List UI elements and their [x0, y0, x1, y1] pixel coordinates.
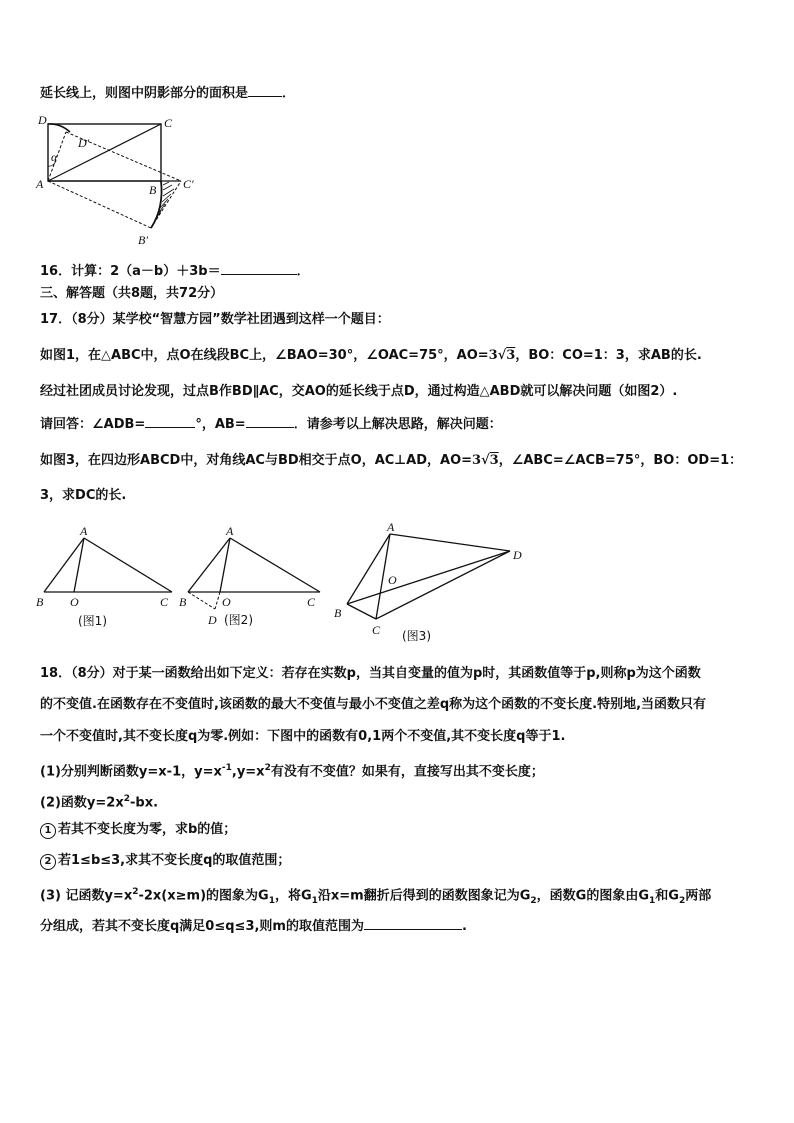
q18-line-3: 一个不变值时,其不变长度q为零.例如：下图中的函数有0,1两个不变值,其不变长度q等于1.	[40, 729, 566, 744]
q18-line-1: 18．（8分）对于某一函数给出如下定义：若存在实数p，当其自变量的值为p时，其函数值等于p,则称p为这个函数	[40, 666, 701, 681]
fig3-caption: (图3)	[402, 629, 431, 643]
q17-intro: 17．（8分）某学校“智慧方园”数学社团遇到这样一个题目：	[40, 312, 390, 327]
q17-p3-b: °，AB=	[195, 417, 246, 432]
q18-l8-s5: 2	[678, 895, 686, 906]
fig3-label-o: O	[388, 573, 397, 587]
fig3-bd	[347, 551, 510, 604]
q18-l9-end: .	[461, 919, 467, 934]
q18-l4-b: ,y=x	[231, 764, 265, 780]
q15-tail-line	[40, 82, 295, 103]
fig2-label-d: D	[208, 613, 217, 627]
circled-number-1: 1	[40, 823, 56, 839]
fig2-label-a: A	[226, 525, 234, 538]
q17-figure-3	[330, 518, 540, 652]
q17-p4	[40, 452, 742, 470]
fig3-label-b: B	[334, 606, 342, 620]
q18-l4-c: 有没有不变值？如果有，直接写出其不变长度；	[270, 764, 544, 780]
label-a: A	[36, 177, 44, 191]
q18-l8-e: ，函数G的图象由G	[536, 888, 650, 904]
q18-l8-sup: 2	[132, 887, 139, 897]
q18-l8-a: (3) 记函数y=x	[40, 888, 133, 904]
q18-l9: 分组成，若其不变长度q满足0≤q≤3,则m的取值范围为	[40, 919, 364, 934]
label-d-prime: D′	[78, 136, 90, 150]
fig2-label-o: O	[222, 595, 231, 609]
fig1-label-o: O	[70, 595, 79, 609]
q18-l8-s3: 2	[530, 895, 537, 906]
q15-figure	[30, 110, 200, 254]
q18-l8-s2: 1	[311, 895, 318, 906]
fig2-ab	[188, 538, 230, 592]
q18-line-7	[40, 852, 290, 870]
label-c: C	[164, 116, 173, 130]
q18-m-range-blank[interactable]	[364, 915, 462, 930]
fig1-label-c: C	[160, 595, 169, 609]
q16-text: 16．计算：2（a－b）＋3b＝	[40, 264, 221, 279]
q17-p3-c: ．请参考以上解决思路，解决问题：	[293, 417, 502, 432]
fig3-ad	[390, 534, 510, 551]
fig3-ab	[347, 534, 390, 604]
circled-number-2: 2	[40, 854, 56, 870]
fig2-ao	[220, 538, 230, 592]
q18-l8-g: 两部	[685, 888, 712, 904]
q18-line-4	[40, 759, 544, 781]
q17-p2: 经过社团成员讨论发现，过点B作BD∥AC，交AO的延长线于点D，通过构造△ABD就可以解决问题（如图2）.	[40, 384, 678, 399]
q18-l6: 若其不变长度为零，求b的值；	[58, 822, 237, 837]
dashed-ab-prime	[48, 181, 151, 228]
fig2-label-b: B	[179, 595, 187, 609]
q17-ao-value-2: 3√3	[472, 453, 499, 468]
fig3-label-a: A	[387, 520, 395, 534]
label-c-prime: C′	[183, 177, 194, 191]
sqrt-coef: 3	[488, 348, 498, 363]
label-b: B	[149, 183, 157, 197]
fig1-ab	[44, 538, 84, 592]
q17-p1-a: 如图1，在△ABC中，点O在线段BC上，∠BAO=30°，∠OAC=75°，AO=	[40, 348, 489, 363]
q17-p1	[40, 347, 702, 365]
fig1-ao	[74, 538, 84, 592]
q18-l8-f: 和G	[655, 888, 679, 904]
fig3-label-c: C	[372, 623, 381, 637]
q17-p1-b: ，BO：CO=1：3，求AB的长.	[515, 348, 702, 363]
q17-ab-blank[interactable]	[246, 413, 294, 428]
q17-p4-a: 如图3，在四边形ABCD中，对角线AC与BD相交于点O，AC⊥AD，AO=	[40, 453, 473, 468]
fig1-label-a: A	[80, 525, 88, 538]
fig1-ac	[84, 538, 172, 592]
sqrt-rad: 3	[506, 348, 516, 363]
q17-ao-value-1: 3√3	[488, 348, 516, 363]
fig1-caption: (图1)	[78, 614, 107, 628]
fig2-label-c: C	[307, 595, 316, 609]
fig3-label-d: D	[513, 548, 522, 562]
q16-answer-blank[interactable]	[221, 260, 297, 275]
q18-line-8	[40, 883, 711, 910]
q17-adb-blank[interactable]	[145, 413, 195, 428]
q17-p3-a: 请回答：∠ADB=	[40, 417, 146, 432]
label-alpha: α	[51, 150, 58, 164]
q18-l4-sup2: 2	[264, 763, 271, 773]
q18-l8-c: ，将G	[274, 888, 312, 904]
fig3-bc	[347, 604, 376, 619]
q17-figure-2	[178, 525, 328, 639]
diagonal-ac	[48, 124, 161, 181]
fig2-ac	[230, 538, 320, 592]
q17-p5: 3，求DC的长.	[40, 488, 127, 503]
q18-line-6	[40, 821, 236, 839]
q18-l5-sup: 2	[123, 794, 130, 804]
q16-line	[40, 260, 310, 281]
q15-end: ．	[282, 86, 296, 101]
q18-l8-s1: 1	[268, 895, 275, 906]
q18-l8-b: -2x(x≥m)的图象为G	[138, 888, 269, 904]
label-b-prime: B′	[138, 233, 148, 247]
q17-p3	[40, 413, 502, 434]
q17-p4-b: ，∠ABC=∠ACB=75°，BO：OD=1：	[498, 453, 743, 468]
q18-l5-b: -bx.	[130, 795, 159, 811]
q18-l4-sup1: -1	[221, 763, 232, 773]
q16-end: ．	[296, 264, 310, 279]
q18-l8-d: 沿x=m翻折后得到的函数图象记为G	[317, 888, 531, 904]
fig2-bd-dashed	[188, 592, 215, 609]
q15-answer-blank[interactable]	[248, 82, 282, 97]
fig2-od-dashed	[215, 592, 220, 609]
sqrt-coef-2: 3	[472, 453, 482, 468]
sqrt-rad-2: 3	[489, 453, 499, 468]
q18-l4-a: (1)分别判断函数y=x-1，y=x	[40, 764, 222, 780]
arc-top	[48, 124, 70, 132]
q18-l5-a: (2)函数y=2x	[40, 795, 124, 811]
label-d: D	[38, 113, 47, 127]
section-3-heading: 三、解答题（共8题，共72分）	[40, 286, 224, 301]
q15-tail-text: 延长线上，则图中阴影部分的面积是	[40, 86, 249, 101]
q17-figure-1	[30, 525, 180, 639]
q18-l7: 若1≤b≤3,求其不变长度q的取值范围；	[58, 853, 291, 868]
q18-line-9	[40, 915, 467, 936]
q18-line-2: 的不变值.在函数存在不变值时,该函数的最大不变值与最小不变值之差q称为这个函数的不变长度.特别地,当函数只有	[40, 697, 707, 712]
q18-l8-s4: 1	[649, 895, 656, 906]
q18-line-5	[40, 790, 158, 812]
fig2-caption: (图2)	[224, 613, 253, 627]
fig1-label-b: B	[36, 595, 44, 609]
